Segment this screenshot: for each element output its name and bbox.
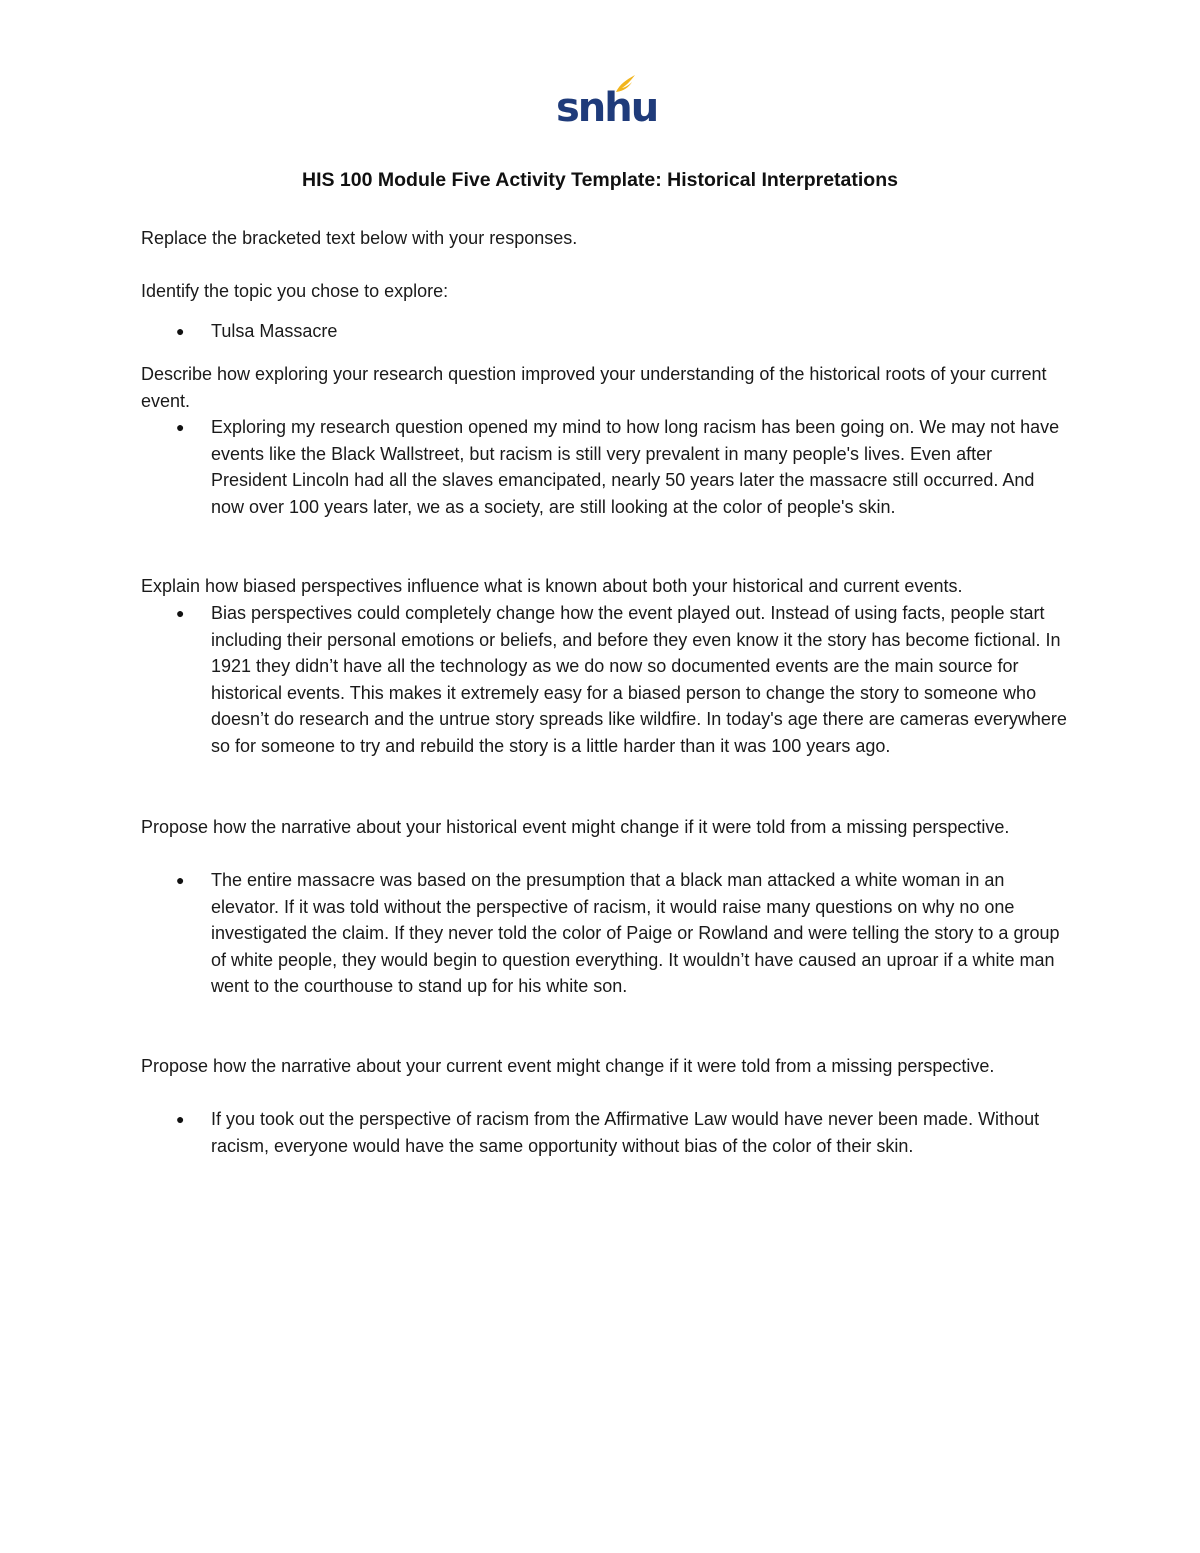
- bullet-icon: ●: [176, 323, 185, 339]
- response-historical-roots: Exploring my research question opened my mind to how long racism has been going on. We may not have events like the Black Wallstreet, but racism is still very prevalent in many people's lives. Even after President Lincoln had all the slaves emancipated, nearly 50 years later the massacre still occurred. And now over 100 years later, we as a society, are still looking at the color of people's skin.: [211, 417, 1060, 517]
- response-biased-perspectives: Bias perspectives could completely change how the event played out. Instead of using facts, people start including their personal emotions or beliefs, and before they even know it the story has become fictional. In 1921 they didn’t have all the technology as we do now so documented events are the main source for historical events. This makes it extremely easy for a biased person to change the story to someone who doesn’t do research and the untrue story spreads like wildfire. In today's age there are cameras everywhere so for someone to try and rebuild the story is a little harder than it was 100 years ago.: [211, 603, 1067, 756]
- prompt-biased-perspectives: Explain how biased perspectives influence what is known about both your historical and current events.: [141, 576, 963, 596]
- prompt-historical-roots: Describe how exploring your research question improved your understanding of the historical roots of your current event.: [141, 364, 1047, 411]
- logo-wordmark: snhu: [556, 85, 658, 131]
- response-current-missing-perspective: If you took out the perspective of racism from the Affirmative Law would have never been made. Without racism, everyone would have the same opportunity without bias of the color of their skin.: [211, 1109, 1040, 1156]
- instructions-text: Replace the bracketed text below with your responses.: [141, 228, 578, 248]
- response-historical-missing-perspective: The entire massacre was based on the presumption that a black man attacked a white woman in an elevator. If it was told without the perspective of racism, it would raise many questions on why no one investigated the claim. If they never told the color of Paige or Rowland and were telling the story to a group of white people, they would begin to question everything. It wouldn’t have caused an uproar if a white man went to the courthouse to stand up for his white son.: [211, 870, 1060, 996]
- bullet-icon: ●: [176, 872, 185, 888]
- prompt-historical-missing-perspective: Propose how the narrative about your historical event might change if it were told from a missing perspective.: [141, 817, 1010, 837]
- page-title: HIS 100 Module Five Activity Template: Historical Interpretations: [302, 169, 898, 191]
- response-topic: Tulsa Massacre: [211, 321, 338, 341]
- bullet-icon: ●: [176, 1111, 185, 1127]
- bullet-icon: ●: [176, 419, 185, 435]
- prompt-topic: Identify the topic you chose to explore:: [141, 281, 449, 301]
- bullet-icon: ●: [176, 605, 185, 621]
- snhu-logo: [556, 74, 658, 134]
- prompt-current-missing-perspective: Propose how the narrative about your current event might change if it were told from a missing perspective.: [141, 1056, 995, 1076]
